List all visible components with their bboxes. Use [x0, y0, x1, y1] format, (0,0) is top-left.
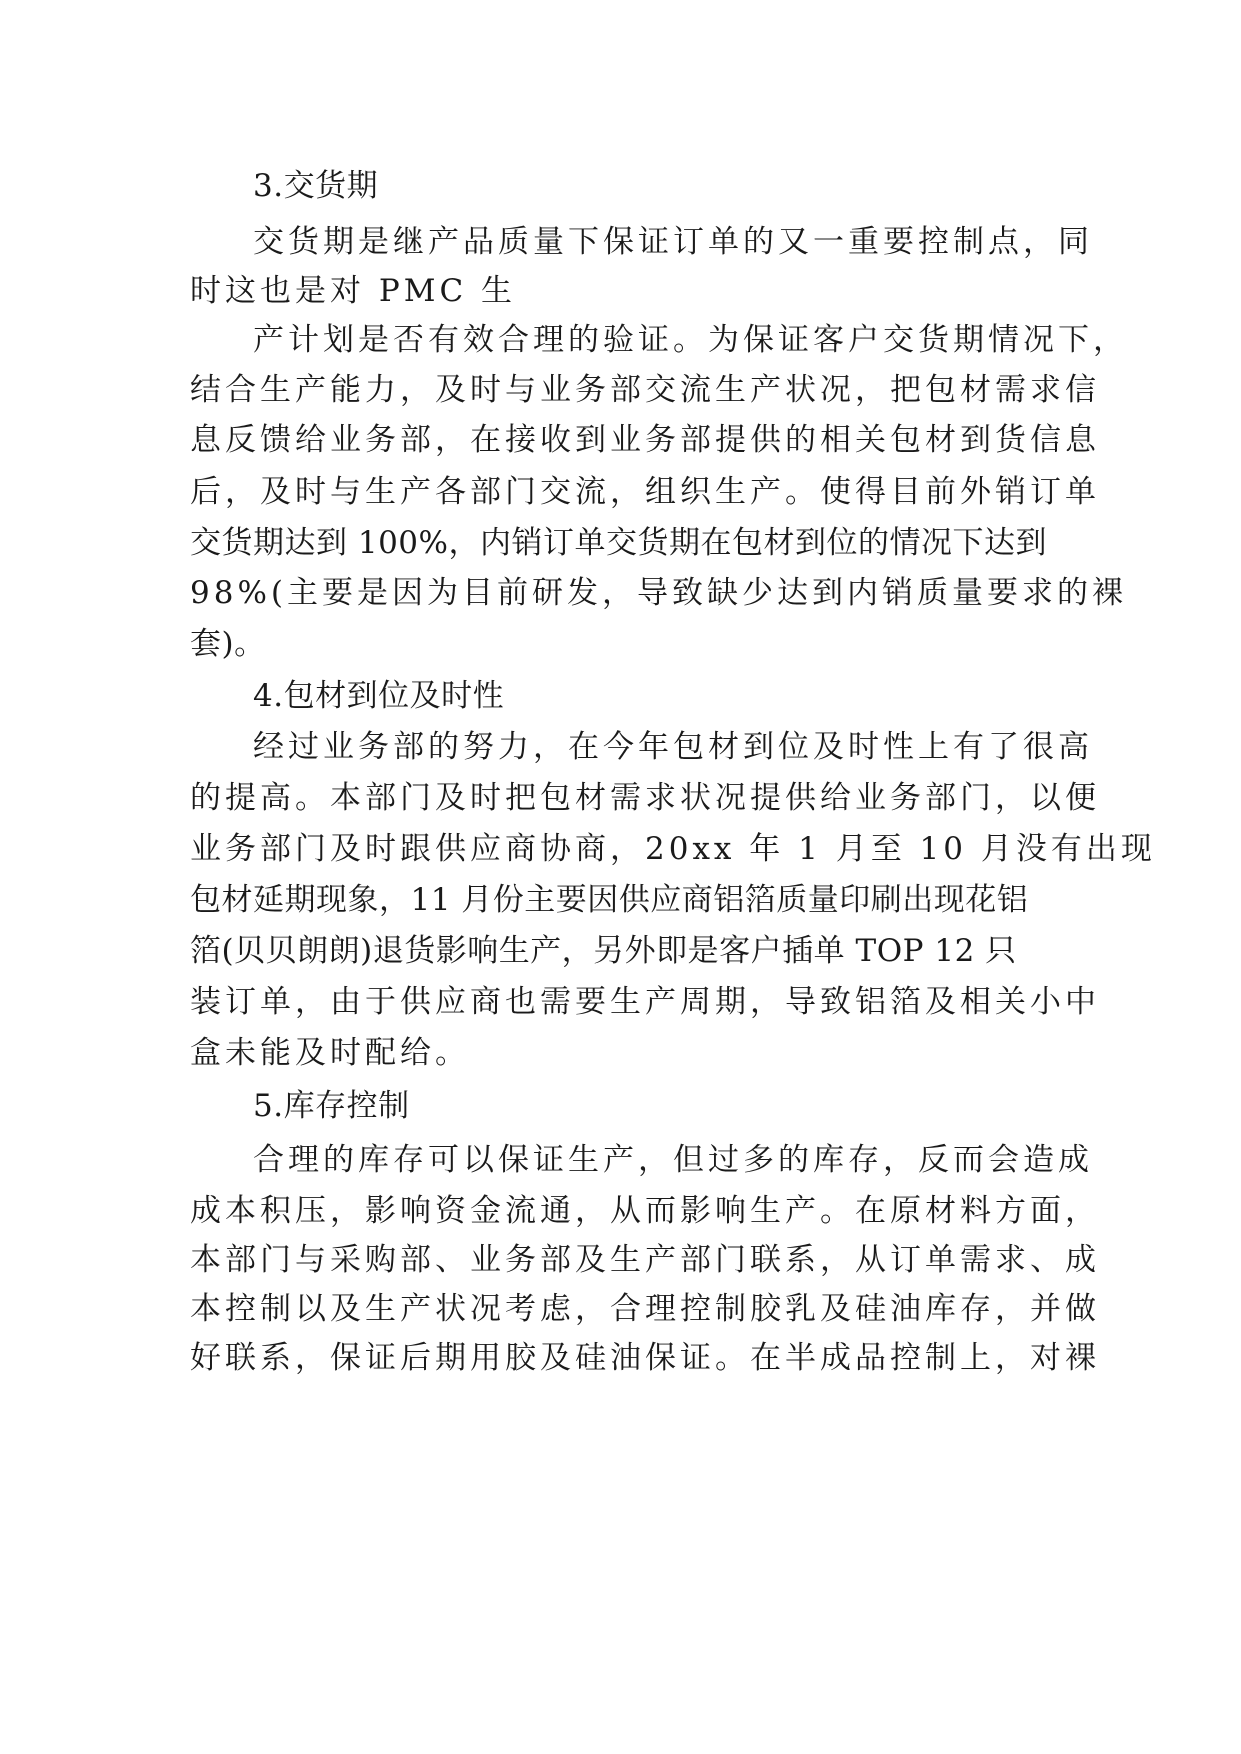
paragraph-line: 合理的库存可以保证生产，但过多的库存，反而会造成	[253, 1142, 1093, 1178]
paragraph-line: 本部门与采购部、业务部及生产部门联系，从订单需求、成	[190, 1242, 1100, 1278]
paragraph-line: 装订单，由于供应商也需要生产周期，导致铝箔及相关小中	[190, 984, 1100, 1020]
paragraph-line: 后，及时与生产各部门交流，组织生产。使得目前外销订单	[190, 474, 1100, 510]
paragraph-line: 套)。	[190, 626, 266, 662]
paragraph-line: 产计划是否有效合理的验证。为保证客户交货期情况下，	[253, 322, 1128, 358]
paragraph-line: 箔(贝贝朗朗)退货影响生产，另外即是客户插单 TOP 12 只	[190, 933, 1017, 969]
paragraph-line: 息反馈给业务部，在接收到业务部提供的相关包材到货信息	[190, 422, 1100, 458]
heading-inventory-control: 5.库存控制	[253, 1088, 410, 1124]
paragraph-line: 时这也是对 PMC 生	[190, 273, 517, 309]
paragraph-line: 好联系，保证后期用胶及硅油保证。在半成品控制上，对裸	[190, 1340, 1100, 1376]
paragraph-line: 交货期达到 100%，内销订单交货期在包材到位的情况下达到	[190, 525, 1047, 561]
paragraph-line: 的提高。本部门及时把包材需求状况提供给业务部门，以便	[190, 780, 1100, 816]
heading-packaging-timeliness: 4.包材到位及时性	[253, 678, 505, 714]
heading-delivery-period: 3.交货期	[253, 168, 379, 204]
paragraph-line: 经过业务部的努力，在今年包材到位及时性上有了很高	[253, 729, 1093, 765]
paragraph-line: 交货期是继产品质量下保证订单的又一重要控制点，同	[253, 224, 1093, 260]
paragraph-line: 本控制以及生产状况考虑，合理控制胶乳及硅油库存，并做	[190, 1291, 1100, 1327]
paragraph-line: 业务部门及时跟供应商协商，20xx 年 1 月至 10 月没有出现	[190, 831, 1156, 867]
paragraph-line: 结合生产能力，及时与业务部交流生产状况，把包材需求信	[190, 372, 1100, 408]
paragraph-line: 盒未能及时配给。	[190, 1035, 470, 1071]
paragraph-line: 98%(主要是因为目前研发，导致缺少达到内销质量要求的裸	[190, 575, 1127, 611]
paragraph-line: 包材延期现象，11 月份主要因供应商铝箔质量印刷出现花铝	[190, 882, 1029, 918]
paragraph-line: 成本积压，影响资金流通，从而影响生产。在原材料方面，	[190, 1193, 1100, 1229]
